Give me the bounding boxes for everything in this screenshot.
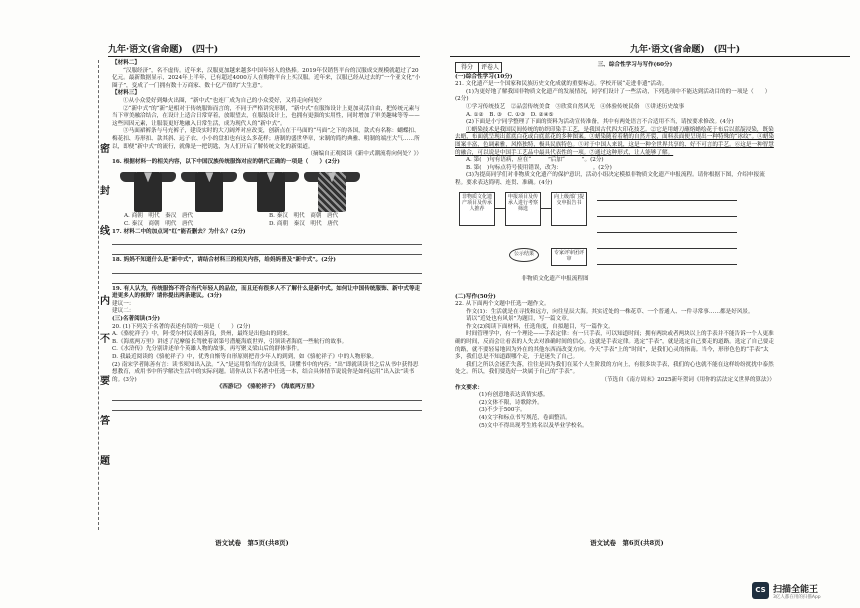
essay-option-2: 作文(2)阅读下面材料，任选角度，自拟题目，写一篇作文。 [466, 323, 614, 330]
essay-source: （节选自《南方周末》2025新年贺词《用你的活法定义世界的算法》） [601, 377, 775, 384]
essay-requirement: (1)有创意地表达真情实感。 [479, 392, 549, 399]
essay-requirement: (4)文字和标点书写规范，卷面整洁。 [479, 415, 571, 421]
question-18: 18. 妈妈不知道什么是“新中式”，请结合材料三的相关内容，给妈妈普及“新中式”。(2分) [112, 257, 336, 264]
flowchart-caption: 非物质文化遗产申报流程图 [521, 275, 589, 282]
essay-requirement: (3)不少于500字。 [479, 407, 526, 414]
right-footer: 语文试卷 第6页(共8页) [590, 539, 664, 547]
question-21-2-passage: ①蜡染技术是我国民间传统的纺织印染手工艺，是我国古代四大印花技艺。②它是用蜡刀蘸熔蜡绘花于布后以蓝靛浸染，既染去蜡，布面就呈现出蓝底白花或白底蓝花的多种图案。③蜡染随着着精的自然开裂，面料表面便呈现出一种特殊的“冰纹”。④蜡染图案丰富，色调素雅，风格独特，极具民族特色。⑤对于中国人来说，这是一种全世界共享的、好不可言的手艺。⑥这是一种智慧的融合，可以说是中国手工艺品中最具代表性的一项。⑦通过这种形式，让人能够了解。 [455, 126, 774, 156]
flow-box-submit: 向上级部门提交申报告书 [551, 192, 587, 226]
subsection-2-title: (二)写作(50分) [455, 293, 496, 300]
material-3-para-3: ③马面裙裤条与马充裤子，建设实时的大刀阔斧对应改变，创新点在于马面的“马面”之下的各国，款式有名称：蝴蝶扣、梅花扣、寿形扣、款其斜、远子衣、小小的盘扣也有这么多花样；唐制的盛世华章，宋制的简约典雅、明制的端庄大气……所以，即便“新中式”的流行，就像是一把钥匙，为人们开启了解传统文化的新渠道。 [112, 128, 420, 150]
right-header-rule [450, 56, 850, 57]
answer-line[interactable] [597, 216, 737, 217]
left-header-rule [108, 56, 420, 57]
camscanner-name: 扫描全能王 [773, 585, 819, 595]
option-c[interactable]: C. 秦汉 商朝 明代 唐代 [124, 220, 194, 227]
option-d[interactable]: D. 商朝 秦汉 明代 唐代 [269, 220, 339, 227]
essay-option-1-prompt: 请以“近处也有风景”为题目，写一篇文章。 [466, 316, 573, 323]
question-21-1: (1)为更好地了解我国非物质文化遗产的发展情况，同学们设计了一些活动，下列选项中不能达到活动目的的一项是（ ）(2分) [455, 88, 771, 103]
option-a[interactable]: A. 商朝 明代 秦汉 唐代 [124, 213, 194, 220]
question-21-3: (3)为提高同学们对非物质文化遗产的保护意识，活动小组决定模拟非物质文化遗产申报流程。请你根据下图，介绍申报流程。要求表达简明、连贯、准确。(4分) [455, 172, 765, 186]
suggestion-2-label: 建议二： [112, 308, 135, 315]
seal-char: 要 [100, 376, 110, 387]
material-3-para-2: ②“新中式”的“新”是相对于传统服饰而言的，不同于严格讲究形制，“新中式”在服饰设计上更加灵活自由，把传统元素与当下审美融洽结合，在设计上适合日常穿着，放眼望去，在服装设计上，也拥有更强的实用性，同时增加了审美趣味等等——这些因因元素，让服装更好地融入日常生活，成为现代人的“新中式”。 [112, 105, 420, 127]
question-21: 21. 文化遗产是一个国家和民族历史文化成就的重要标志。学校开展“走进非遗”活动。 [455, 81, 668, 88]
question-21-2: (2)下面是小宁同学整理了下面的资料为活动宣传准备，其中有两处语言不合适用不当，请按要求修改。(4分) [466, 119, 734, 126]
essay-option-2-passage-1: 时间管理学中，有一个理论——手表定律：有一只手表，可以知道时间；拥有两块或者两块以上的手表并不能告诉一个人更准确的时间，反而会让看表的人失去对准确时间的信心。这就是手表定律。选定“手表”，就是选定自己要走的道路。选定了自己要走的路，就不要轻易地因为外在的其他东西而改变方向。今天“手表”上的“时间”，是我们心灵的指南。当今，形形色色的“手表”太多，我们总是不知道跟哪个走，于是迷失了自己。 [455, 331, 774, 361]
seal-char: 线 [100, 226, 110, 237]
book-list: 《西游记》 《骆驼祥子》 《海底两万里》 [216, 384, 318, 391]
question-16-options[interactable] [124, 213, 414, 228]
robe-image-3 [243, 168, 299, 212]
flow-box-review: 专家评审团评审 [551, 248, 587, 266]
question-21-1-options[interactable]: A. ①② B. ③ C. ①③ D. ②④⑤ [466, 111, 554, 118]
question-21-1-items: ①学习传统技艺 ②品尝传统美食 ③欣赏自然风光 ④体验传统民俗 ⑤讲述历史故事 [466, 103, 685, 110]
question-16: 16. 根据材料一的相关内容，以下中国汉族传统服饰对应的朝代正确的一项是（ ）(2分) [112, 158, 340, 165]
question-20-option-c: C.《水浒传》先分别讲述单个英雄人物的故事，再写聚义梁山后的群体事件。 [112, 346, 303, 353]
answer-line[interactable] [112, 393, 422, 401]
answer-line[interactable] [597, 232, 737, 233]
question-21-2-part-b[interactable]: B. 第( )句标点符号使用错误，改为： 。(2分) [466, 164, 612, 171]
section-3-title: 三、综合性学习与写作(60分) [597, 62, 673, 68]
flow-box-recommend: 非物质文化遗产项目及传承人推荐 [459, 192, 495, 226]
answer-line[interactable] [597, 248, 737, 249]
robe-image-4 [304, 168, 360, 212]
right-column [455, 62, 775, 430]
essay-option-2-passage-2: 我们之所以会迷茫失落，往往是因为我们在某个人生阶段的方向上，有很多块手表，我们的心也就不能在这样纷纷扰扰中泰然处之。所以，我们要选好一块属于自己的“手表”。 [455, 361, 774, 376]
flow-box-screen: 申报项目及传承人进行考察筛选 [505, 192, 541, 226]
option-b[interactable]: B. 秦汉 明代 商朝 唐代 [269, 213, 339, 220]
seal-char: 密 [100, 144, 110, 155]
material-3-para-1: ①从小众爱好到爆火出圈，“新中式”也连厂成为自己的小众爱好，又将走向何处？ [123, 97, 325, 104]
seal-line [98, 60, 99, 530]
left-header: 九年·语文(省命题) (四十) [108, 45, 219, 55]
question-22: 22. 从下面两个文题中任选一题作文。 [455, 301, 550, 308]
flow-box-publish: 公示结果 [509, 248, 539, 262]
essay-requirement: (2)文体不限，诗歌除外。 [479, 399, 543, 406]
essay-requirements-title: 作文要求： [455, 384, 483, 391]
material-3-source: （摘编自正观阅读《新中式潮流将向何处？》） [307, 151, 422, 158]
question-17: 17. 材料二中的加点词“红”能否删去？为什么？(2分) [112, 228, 246, 235]
suggestion-1-label: 建议一： [112, 300, 135, 307]
subsection-1-title: (一)综合性学习(10分) [455, 73, 513, 80]
flowchart [455, 190, 755, 292]
right-header: 九年·语文(省命题) (四十) [630, 45, 741, 55]
costume-images [120, 168, 360, 212]
answer-line[interactable] [112, 266, 422, 274]
section-reading-title: (三)名著阅读(5分) [112, 316, 161, 323]
score-cell: 得分 [456, 63, 479, 72]
camscanner-logo: CS [752, 582, 769, 599]
flow-arrow [541, 208, 551, 209]
seal-char: 题 [100, 456, 110, 467]
seal-char: 不 [100, 334, 110, 345]
robe-image-1 [120, 168, 176, 212]
answer-line[interactable] [112, 247, 422, 255]
material-2-title: 【材料二】 [112, 60, 140, 66]
robe-image-2 [181, 168, 237, 212]
seal-char: 内 [100, 296, 110, 307]
answer-line[interactable] [597, 200, 737, 201]
seal-char: 答 [100, 416, 110, 427]
answer-line[interactable] [112, 403, 422, 411]
material-2-text: “汉服经济”，名不虚传。近年来，汉服更加越来越多中国年轻人的热捧。2019年仅销售平台的汉服成交规模就超过了20亿元。最新数据显示，2024年上半年，已有超过4000万人在购物平台上买汉服。近年来，汉服已经从过去的“一个亚文化”小圈子”，变成了一门拥有数十万商家、数十亿产值的“大生意”。 [112, 67, 421, 89]
answer-line[interactable] [597, 264, 737, 265]
seal-char: 封 [100, 186, 110, 197]
question-20-part-2: (2) 南宋学者陈善有言：读书须知出入法。“入”是运用恰当的方法读书，读懂书中的内容；“出”即就读读书之后从书中获得思想教育，成用书中所学解决生活中的实际问题。请你从以下名著中任选一本，结合具体情节说说你是如何运用“出入法”读书的。(3分) [112, 361, 419, 383]
question-20: 20. (1)下列关于名著的表述有误的一项是（ ）(2分) [112, 323, 251, 330]
essay-requirement: (5)文中不得出现考生姓名以及毕业学校名。 [479, 422, 588, 429]
grader-cell: 评卷人 [480, 64, 499, 71]
essay-option-1: 作文(1)：生活就是在寻找和远方，向往星辰大海。其实近处的一株花草、一个普通人、一件寻常事……都是好风景。 [466, 308, 754, 315]
question-20-option-a: A.《骆驼祥子》中，阿·爱尔村民表姐善良，贵州，最终是出他由的到来。 [112, 331, 294, 338]
answer-line[interactable] [112, 276, 422, 284]
answer-line[interactable] [112, 237, 422, 245]
question-19: 19. 有人认为，传统服饰不符合当代年轻人的品位，而且还有很多人不了解什么是新中式。如何让中国传统服饰、新中式等走进更多人的视野？请你提出两条建议。(3分) [112, 285, 421, 300]
left-footer: 语文试卷 第5页(共8页) [215, 539, 289, 547]
left-column [112, 60, 422, 413]
question-20-option-d: D. 我最近阅读的《骆驼祥子》中，优秀自惭等自形原则把青少年人的到到，如《骆驼祥子》中的人物形象。 [112, 354, 378, 361]
question-20-option-b: B.《海底两万里》讲述了尼摩船长驾驶着诺第号潜艇海底世界，引领读者海底一些航行的故事。 [112, 338, 348, 345]
material-3-title: 【材料三】 [112, 90, 140, 97]
question-21-2-part-a[interactable]: A. 第( )句有语病，应在“ ”后加“ ”。(2分) [466, 157, 604, 164]
camscanner-tagline: 3亿人都在用的扫描App [773, 595, 821, 600]
flow-arrow [495, 208, 505, 209]
